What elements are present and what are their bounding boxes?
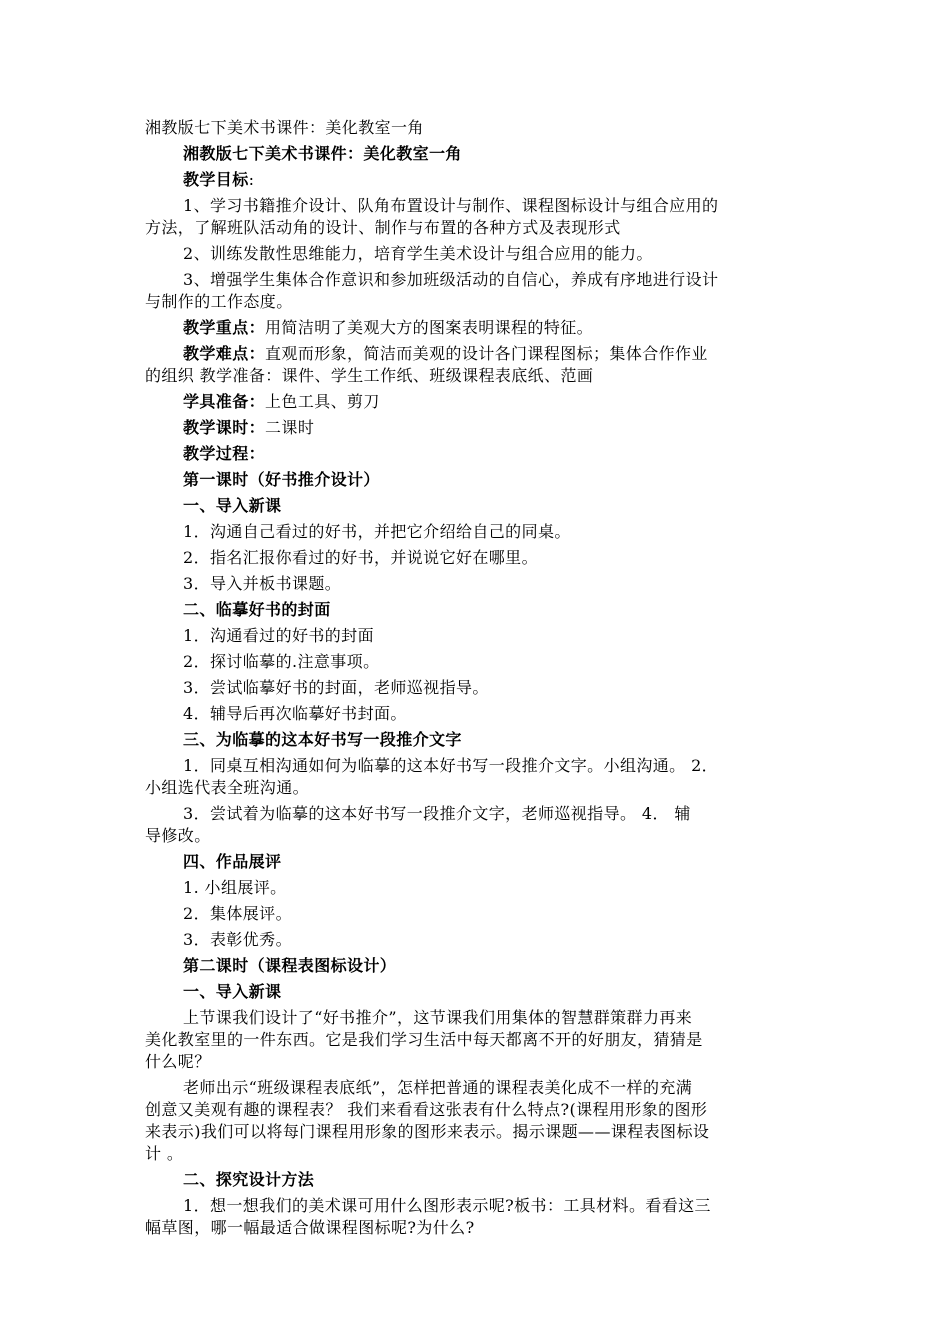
list-item: 2．探讨临摹的.注意事项。: [183, 652, 380, 671]
tools: [183, 391, 805, 413]
difficulties-label: 教学难点：: [183, 344, 266, 363]
list-item-continued: 导修改。: [145, 826, 211, 845]
process-label: 教学过程：: [183, 444, 266, 463]
difficulties: [183, 343, 805, 365]
paragraph-line: 1．想一想我们的美术课可用什么图形表示呢?板书：工具材料。看看这三: [183, 1196, 711, 1215]
lesson-1-section-2: 二、临摹好书的封面: [183, 600, 331, 619]
paragraph-line: 上节课我们设计了“好书推介”，这节课我们用集体的智慧群策群力再来: [183, 1008, 693, 1027]
key-points-label: 教学重点：: [183, 318, 266, 337]
doc-title: 湘教版七下美术书课件：美化教室一角: [183, 144, 462, 163]
lesson-2-title: 第二课时（课程表图标设计）: [183, 956, 397, 975]
objectives-colon: :: [248, 170, 255, 189]
objective-1-line-1: 1、学习书籍推介设计、队角布置设计与制作、课程图标设计与组合应用的: [183, 196, 719, 215]
objectives-heading: [183, 169, 805, 191]
list-item: 1．同桌互相沟通如何为临摹的这本好书写一段推介文字。小组沟通。 2．: [183, 756, 719, 775]
lesson-1-section-1: 一、导入新课: [183, 496, 282, 515]
list-item: 1．沟通看过的好书的封面: [183, 626, 374, 645]
objective-1-line-2: 方法，了解班队活动角的设计、制作与布置的各种方式及表现形式: [145, 218, 621, 237]
list-item: 2．集体展评。: [183, 904, 292, 923]
list-item: 1. 小组展评。: [183, 878, 287, 897]
lesson-1-section-3: 三、为临摹的这本好书写一段推介文字: [183, 730, 462, 749]
difficulties-text: 直观而形象，简洁而美观的设计各门课程图标；集体合作作业: [265, 344, 708, 363]
class-hours-label: 教学课时：: [183, 418, 266, 437]
key-points-text: 用简洁明了美观大方的图案表明课程的特征。: [265, 318, 594, 337]
paragraph-line: 幅草图，哪一幅最适合做课程图标呢?为什么?: [145, 1218, 475, 1237]
lesson-2-section-1: 一、导入新课: [183, 982, 282, 1001]
lesson-1-section-4: 四、作品展评: [183, 852, 282, 871]
paragraph-line: 美化教室里的一件东西。它是我们学习生活中每天都离不开的好朋友，猜猜是: [145, 1030, 703, 1049]
key-points: [183, 317, 805, 339]
objectives-label: 教学目标: [183, 170, 249, 189]
tools-text: 上色工具、剪刀: [265, 392, 380, 411]
list-item: 4．辅导后再次临摹好书封面。: [183, 704, 407, 723]
paragraph-line: 创意又美观有趣的课程表？ 我们来看看这张表有什么特点?(课程用形象的图形: [145, 1100, 708, 1119]
paragraph-line: 老师出示“班级课程表底纸”，怎样把普通的课程表美化成不一样的充满: [183, 1078, 693, 1097]
objective-3-line-1: 3、增强学生集体合作意识和参加班级活动的自信心，养成有序地进行设计: [183, 270, 719, 289]
tools-label: 学具准备：: [183, 392, 266, 411]
difficulties-line-2: 的组织 教学准备：课件、学生工作纸、班级课程表底纸、范画: [145, 366, 594, 385]
list-item: 2．指名汇报你看过的好书，并说说它好在哪里。: [183, 548, 538, 567]
list-item: 1．沟通自己看过的好书，并把它介绍给自己的同桌。: [183, 522, 571, 541]
paragraph-line: 来表示)我们可以将每门课程用形象的图形来表示。揭示课题——课程表图标设: [145, 1122, 710, 1141]
list-item: 3．尝试临摹好书的封面，老师巡视指导。: [183, 678, 489, 697]
objective-3-line-2: 与制作的工作态度。: [145, 292, 293, 311]
objective-2: 2、训练发散性思维能力，培育学生美术设计与组合应用的能力。: [183, 244, 653, 263]
doc-header: 湘教版七下美术书课件：美化教室一角: [145, 118, 424, 137]
paragraph-line: 什么呢？: [145, 1052, 211, 1071]
class-hours: [183, 417, 805, 439]
lesson-2-section-2: 二、探究设计方法: [183, 1170, 315, 1189]
list-item: 3．表彰优秀。: [183, 930, 292, 949]
list-item: 3．导入并板书课题。: [183, 574, 342, 593]
paragraph-line: 计 。: [145, 1144, 184, 1163]
list-item: 3．尝试着为临摹的这本好书写一段推介文字，老师巡视指导。 4． 辅: [183, 804, 691, 823]
class-hours-text: 二课时: [265, 418, 315, 437]
list-item-continued: 小组选代表全班沟通。: [145, 778, 310, 797]
lesson-1-title: 第一课时（好书推介设计）: [183, 470, 380, 489]
